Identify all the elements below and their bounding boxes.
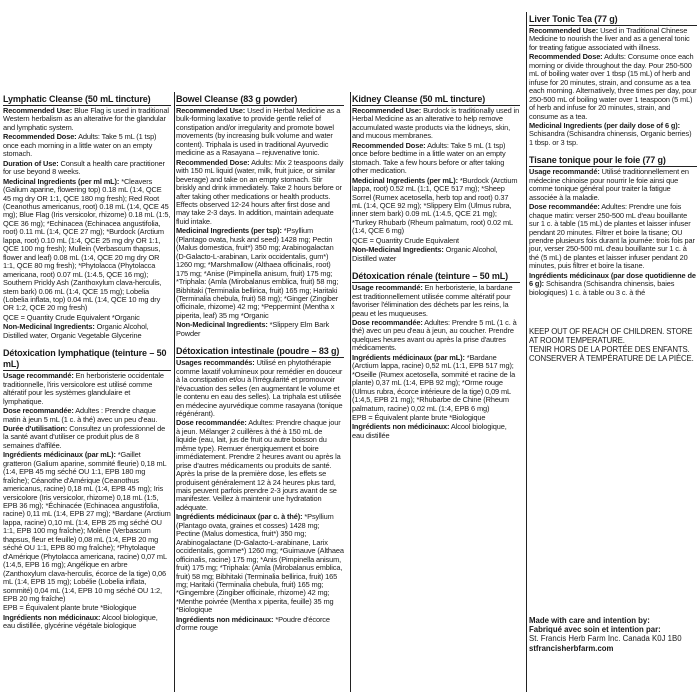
column-liver [529,14,697,363]
column-divider [526,12,527,692]
section-liver-en: Liver Tonic Tea (77 g) Recommended Use: Used in Traditional Chinese Medicine to nourish the liver and as a general tonic for treating fatigue associated with illness. Recommended Dose: Adults: Consume once each morning or divide throughout the day. Pour 250-500 mL of boiling water over 1 tbsp (15 mL) of herb and infuse for 20 minutes, strain, and consume as a tea each morning. Alternatively, three times per day, pour 250-500 mL of boiling water over 1 teaspoon (5 mL) of herb and infuse for 20 minutes, strain, and consume as a tea. Medicinal Ingredients (per daily dose of 6 g): Schisandra (Schisandra chinensis, Organic berries) 1 tbsp. or 3 tsp. [529,14,697,147]
section-bowel-en: Bowel Cleanse (83 g powder) Recommended Use: Used in Herbal Medicine as a bulk-forming laxative to provide gentle relief of constipation and/or irregularity and promote bowel movements (by increasing bulk volume and water content). Triphala is used in traditional Ayurvedic medicine as a Rasayana – rejuvenative tonic. Recommended Dose: Adults: Mix 2 teaspoons daily with 150 mL liquid (water, milk, fruit juice, or similar beverage) and take on an empty stomach. Stir briskly and drink immediately. Take 2 hours before or after taking other medications or health products. Effects observed 12-24 hours after first dose and may take 2-3 days. In addition, maintain adequate fluid intake. Medicinal Ingredients (per tsp): *Psyllium (Plantago ovata, husk and seed) 1428 mg; Pectin (Malus domestica, fruit*) 350 mg; Arabinogalactan (D-Galacto-L-arabinan, Larix occidentalis, gum*) 1260 mg; *Marshmallow (Althaea officinalis, root) 175 mg; *Anise (Pimpinella anisum, fruit) 175 mg; *Triphala: (Amla (Mirobalanus emblica, fruit) 58 mg; Bibhitaki (Terminalia bellirica, fruit) 165 mg; Haritaki (Terminalia chebula, fruit) 58 mg); *Ginger (Zingiber officinale, rhizome) 42 mg; *Peppermint (Mentha x piperita, leaf) 35 mg *Organic Non-Medicinal Ingredients: *Slippery Elm Bark Powder [176,94,344,338]
warning-fr: TENIR HORS DE LA PORTÉE DES ENFANTS. CONSERVER À TEMPÉRATURE DE LA PIÈCE. [529,345,694,364]
section-kidney-fr: Détoxication rénale (teinture – 50 mL) Usage recommandé: En herboristerie, la bardane est traditionnellement utilisée comme altératif pour favoriser l'élimination des déchets par les reins, la peau et les muqueuses. Dose recommandée: Adultes: Prendre 5 mL (1 c. à thé) avec un peu d'eau à jeun, au coucher. Prendre quelques heures avant ou après la prise d'autres médicaments. Ingrédients médicinaux (par mL): *Bardane (Arctium lappa, racine) 0,52 mL (1:1, EPB 517 mg); *Oseille (Rumex acetosella, sommité et racine de la plante) 0,37 mL (1:4, EPB 92 mg); *Orme rouge (Ulmus rubra, écorce intérieure de la tige) 0,09 mL (1:4,5, EPB 21 mg); *Rhubarbe de Chine (Rheum palmatum, racine) 0,02 mL (1:4, EPB 6 mg) EPB = Équivalent plante brute *Biologique Ingrédients non médicinaux: Alcool biologique, eau distillée [352,271,520,440]
column-divider [174,92,175,692]
section-title: Kidney Cleanse (50 mL tincture) [352,94,520,106]
section-title: Lymphatic Cleanse (50 mL tincture) [3,94,171,106]
section-title: Tisane tonique pour le foie (77 g) [529,155,697,167]
website: stfrancisherbfarm.com [529,643,614,653]
section-bowel-fr: Détoxication intestinale (poudre – 83 g) Usages recommandés: Utilisé en phytothérapie comme laxatif volumineux pour remédier en douceur à la constipation et/ou à l'irrégularité et promouvoir l'évacuation des selles (en augmentant le volume et le contenu en eau des selles). La triphala est utilisée en médecine ayurvédique comme rasayana (tonique régénérant). Dose recommandée: Adultes: Prendre chaque jour à jeun. Mélanger 2 cuillères à thé à 150 mL de liquide (eau, lait, jus de fruit ou autre boisson du même type). Remuer énergiquement et boire immédiatement. Prendre 2 heures avant ou après la prise d'autres médicaments ou produits de santé. Après la prise de la première dose, les effets se produisent généralement 12 à 24 heures plus tard, mais peuvent parfois prendre 2-3 jours avant de se manifester. Veillez à maintenir une hydratation adéquate. Ingrédients médicinaux (par c. à thé): *Psyllium (Plantago ovata, graines et cosses) 1428 mg; Pectine (Malus domestica, fruit*) 350 mg; Arabinogalactane (D-Galacto-L-arabinane, Larix occidentalis, gomme*) 1260 mg; *Guimauve (Althaea officinalis, racine) 175 mg; *Anis (Pimpinella anisum, fruit) 175 mg; *Triphala: (Amla (Mirobalanus emblica, fruit) 58 mg; Bibhitaki (Terminalia bellirica, fruit) 165 mg; Haritaki (Terminalia chebula, fruit) 165 mg; *Gingembre (Zingiber officinale, rhizome) 42 mg; *Menthe poivrée (Mentha x piperita, feuille) 35 mg *Biologique Ingrédients non médicinaux: *Poudre d'écorce d'orme rouge [176,346,344,633]
legend: QCE = Quantity Crude Equivalent *Organic [3,312,140,322]
legend: EPB = Équivalent plante brute *Biologique [3,603,137,613]
column-kidney [352,94,520,448]
section-liver-fr: Tisane tonique pour le foie (77 g) Usage recommandé: Utilisé traditionnellement en médecine chinoise pour nourrir le foie ainsi que comme tonique général pour traiter la fatigue associée à la maladie. Dose recommandée: Adultes: Prendre une fois chaque matin: verser 250-500 mL d'eau bouillante sur 1 c. à table (15 mL) de plantes et laisser infuser pendant 20 minutes. Filtrer et boire la tisane; OU prendre plusieurs fois durant la journée: trois fois par jour, verser 250-500 mL d'eau bouillante sur 1 c. à thé (5 mL) de plantes et laisser infuser pendant 20 minutes, puis filtrer et boire la tisane. Ingrédients médicinaux (par dose quotidienne de 6 g): Schisandra (Schisandra chinensis, baies biologiques) 1 c. à table ou 3 c. à thé [529,155,696,297]
column-bowel [176,94,344,641]
column-divider [350,92,351,692]
section-lymphatic-en: Lymphatic Cleanse (50 mL tincture) Recommended Use: Blue Flag is used in traditional Western herbalism as an alterative for the glandular and lymphatic system. Recommended Dose: Adults: Take 5 mL (1 tsp) once each morning in a little water on an empty stomach. Duration of Use: Consult a health care practitioner for use beyond 8 weeks. Medicinal Ingredients (per ml mL): *Cleavers (Galium aparine, flowering top) 0.18 mL (1:4, QCE 45 mg dry OR 1:1, QCE 180 mg fresh); Red Root (Ceanothus americanus, root) 0.18 mL (1:4, QCE 45 mg); Blue Flag (Iris versicolor, rhizome) 0.18 mL (1:5, QCE 36 mg); *Echinacea (Echinacea angustifolia, root) 0.11 mL (1:4, QCE 27 mg); *Burdock (Arctium lappa, root) 0.10 mL (1:4, QCE 25 mg dry OR 1:1, QCE 100 mg fresh); Mullein (Verbascum thapsus, flower and leaf) 0.08 mL (1:4, QCE 20 mg dry OR 1:1, QCE 80 mg fresh); *Phytolacca (Phytolacca americana, root) 0.07 mL (1:4.5, QCE 16 mg); Southern Prickly Ash (Zanthoxylum clava-herculis, stem bark) 0.06 mL (1:4, QCE 15 mg); Lobelia (Lobelia inflata, top) 0.04 mL (1:4, QCE 10 mg dry OR 1:2, QCE 20 mg fresh) QCE = Quantity Crude Equivalent *Organic Non-Medicinal Ingredients: Organic Alcohol, Distilled water, Organic Vegetable Glycerine [3,94,171,340]
section-title: Détoxication intestinale (poudre – 83 g) [176,346,344,358]
column-lymphatic [3,94,171,639]
section-title: Bowel Cleanse (83 g powder) [176,94,344,106]
made-by-en: Made with care and intention by: [529,616,650,625]
manufacturer-block [529,616,697,653]
section-kidney-en: Kidney Cleanse (50 mL tincture) Recommended Use: Burdock is traditionally used in Herbal Medicine as an alterative to help remove accumulated waste products via the kidneys, skin, and mucous membranes. Recommended Dose: Adults: Take 5 mL (1 tsp) once before bedtime in a little water on an empty stomach. Take a few hours before or after taking other medication. Medicinal Ingredients (per mL): *Burdock (Arctium lappa, root) 0.52 mL (1:1, QCE 517 mg); *Sheep Sorrel (Rumex acetosella, herb top and root) 0.37 mL (1:4, QCE 92 mg); *Slippery Elm (Ulmus rubra, inner stem bark) 0.09 mL (1:4.5, QCE 21 mg); *Turkey Rhubarb (Rheum palmatum, root) 0.02 mL (1:4, QCE 6 mg) QCE = Quantity Crude Equivalent Non-Medicinal Ingredients: Organic Alcohol, Distilled water [352,94,520,263]
section-title: Détoxication rénale (teinture – 50 mL) [352,271,520,283]
legend: QCE = Quantity Crude Equivalent [352,235,459,245]
storage-warning [529,327,697,363]
warning-en: KEEP OUT OF REACH OF CHILDREN. STORE AT ROOM TEMPERATURE. [529,327,693,346]
section-title: Liver Tonic Tea (77 g) [529,14,697,26]
legend: EPB = Équivalent plante brute *Biologique [352,412,486,422]
section-title: Détoxication lymphatique (teinture – 50 mL) [3,348,171,371]
made-by-fr: Fabriqué avec soin et intention par: [529,625,661,635]
company-address: St. Francis Herb Farm Inc. Canada K0J 1B0 [529,634,682,644]
section-lymphatic-fr: Détoxication lymphatique (teinture – 50 mL) Usage recommandé: En herboristerie occidentale traditionnelle, l'iris versicolore est utilisé comme altératif pour les systèmes glandulaire et lymphatique. Dose recommandée: Adultes : Prendre chaque matin à jeun 5 mL (1 c. à thé) avec un peu d'eau. Durée d'utilisation: Consultez un professionnel de la santé avant d'utiliser ce produit plus de 8 semaines d'affilée. Ingrédients médicinaux (par mL): *Gaillet gratteron (Galium aparine, sommité fleurie) 0,18 mL (1:4, EPB 45 mg séché OU 1:1, EPB 180 mg fraîche); Céanothe d'Amérique (Ceanothus americanus, racine) 0,18 mL (1:4, EPB 45 mg); Iris versicolore (Iris versicolor, rhizome) 0,18 mL (1:5, EPB 36 mg); *Échinacée (Echinacea angustifolia, racine) 0,11 mL (1:4, EPB 27 mg); *Bardane (Arctium lappa, racine) 0,10 mL (1:4, EPB 25 mg séché OU 1:1, EPB 100 mg fraîche); Molène (Verbascum thapsus, fleur et feuille) 0,08 mL (1:4, EPB 20 mg séché OU 1:1, EPB 80 mg fraîche); *Phytolaque d'Amérique (Phytolacca americana, racine) 0,07 mL (1:4,5, EPB 16 mg); Angélique en arbre (Zanthoxylum clava-herculis, écorce de la tige) 0,06 mL (1:4, EPB 15 mg); Lobélie (Lobelia inflata, sommité) 0,04 mL (1:4, EPB 10 mg séché OU 1:2, EPB 20 mg fraîche) EPB = Équivalent plante brute *Biologique Ingrédients non médicinaux: Alcool biologique, eau distillée, glycérine végétale biologique [3,348,171,631]
